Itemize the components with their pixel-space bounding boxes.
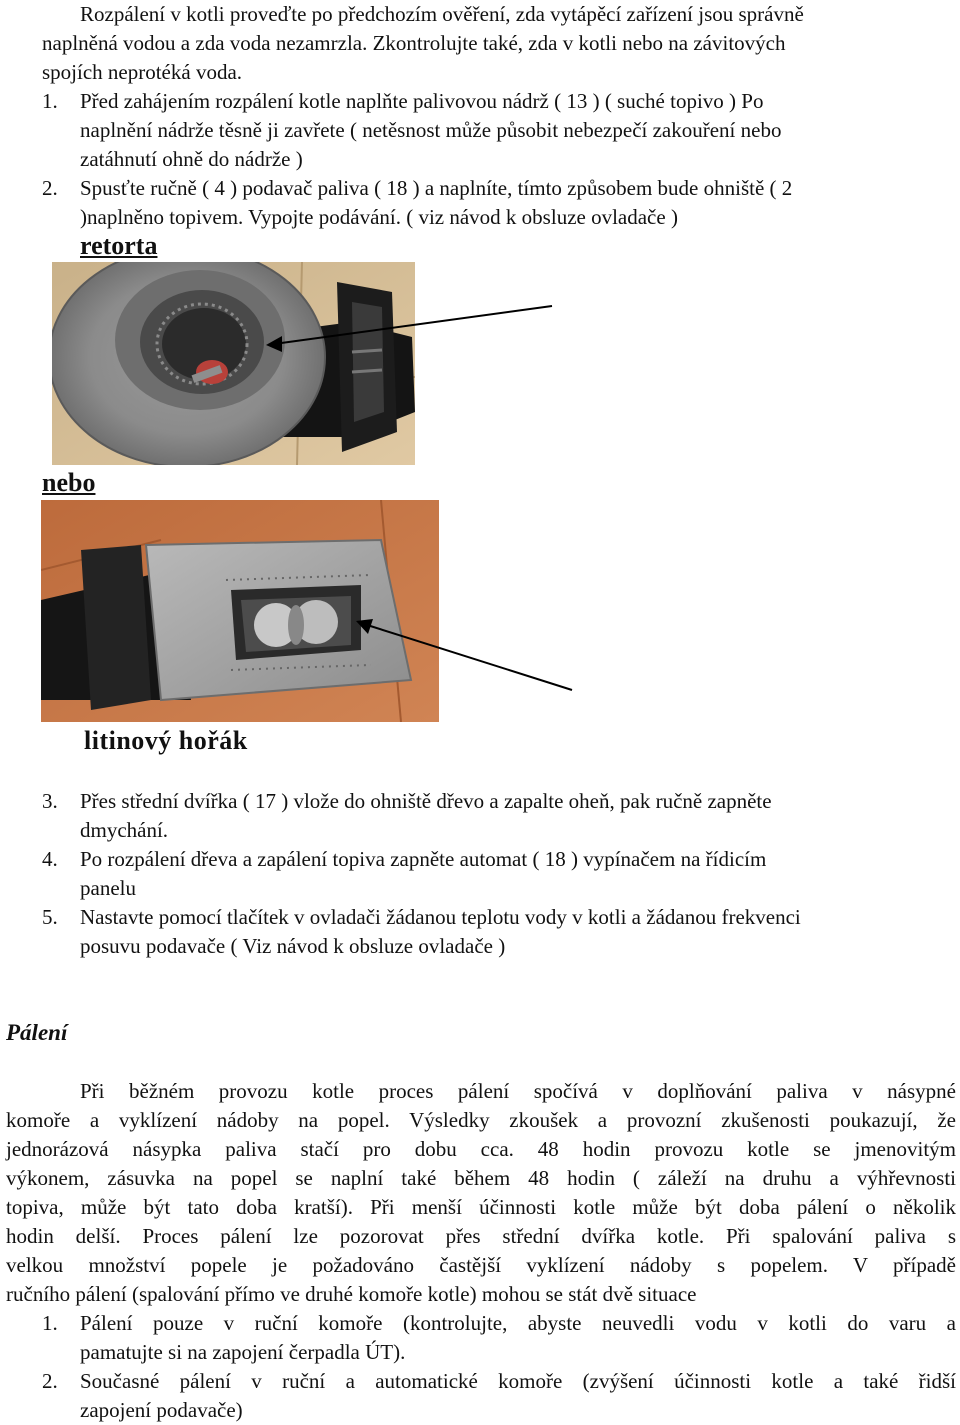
paragraph-line-2: komoře a vyklízení nádoby na popel. Výsledky zkoušek a provozní zkušenosti poukazují, že <box>6 1108 956 1132</box>
step-5-line-1: Nastavte pomocí tlačítek v ovladači žádanou teplotu vody v kotli a žádanou frekvenci <box>80 905 801 929</box>
step-5-number: 5. <box>42 905 58 929</box>
step-2-line-2: )naplněno topivem. Vypojte podávání. ( viz návod k obsluze ovladače ) <box>80 205 678 229</box>
retort-burner-photo <box>52 262 415 465</box>
paragraph-line-1: Při běžném provozu kotle proces pálení spočívá v doplňování paliva v násypné <box>80 1079 956 1103</box>
step-1-line-3: zatáhnutí ohně do nádrže ) <box>80 147 303 171</box>
step-5-line-2: posuvu podavače ( Viz návod k obsluze ovladače ) <box>80 934 506 958</box>
final-item-2-number: 2. <box>42 1369 58 1393</box>
step-2-line-1: Spusťte ručně ( 4 ) podavač paliva ( 18 ) a naplníte, tímto způsobem bude ohniště ( 2 <box>80 176 793 200</box>
paragraph-line-3: jednorázová násypka paliva stačí pro dobu cca. 48 hodin provozu kotle se jmenovitým <box>6 1137 956 1161</box>
section-title-paleni: Pálení <box>6 1020 68 1045</box>
litinovy-horak-caption: litinový hořák <box>84 726 248 755</box>
final-item-2-line-1: Současné pálení v ruční a automatické komoře (zvýšení účinnosti kotle a také řidší <box>80 1369 956 1393</box>
retorta-arrow <box>260 300 560 360</box>
step-3-line-2: dmychání. <box>80 818 169 842</box>
step-1-number: 1. <box>42 89 58 113</box>
step-3-number: 3. <box>42 789 58 813</box>
paragraph-line-7: velkou množství popele je požadováno častější vyklízení nádoby s popelem. V případě <box>6 1253 956 1277</box>
final-item-1-number: 1. <box>42 1311 58 1335</box>
intro-line-1: Rozpálení v kotli proveďte po předchozím ověření, zda vytápěcí zařízení jsou správně <box>80 2 804 26</box>
paragraph-line-5: topiva, může být tato doba kratší). Při menší účinnosti kotle může být doba pálení o několik <box>6 1195 956 1219</box>
intro-line-3: spojích neprotéká voda. <box>42 60 243 84</box>
nebo-label: nebo <box>42 468 96 497</box>
step-1-line-2: naplnění nádrže těsně ji zavřete ( netěsnost může působit nebezpečí zakouření nebo <box>80 118 782 142</box>
final-item-1-line-2: pamatujte si na zapojení čerpadla ÚT). <box>80 1340 406 1364</box>
paragraph-line-8: ručního pálení (spalování přímo ve druhé komoře kotle) mohou se stát dvě situace <box>6 1282 697 1306</box>
step-4-line-2: panelu <box>80 876 136 900</box>
final-item-2-line-2: zapojení podavače) <box>80 1398 243 1422</box>
step-2-number: 2. <box>42 176 58 200</box>
final-item-1-line-1: Pálení pouze v ruční komoře (kontrolujte, abyste neuvedli vodu v kotli do varu a <box>80 1311 956 1335</box>
paragraph-line-6: hodin delší. Proces pálení lze pozorovat přes střední dvířka kotle. Při spalování paliva s <box>6 1224 956 1248</box>
step-3-line-1: Přes střední dvířka ( 17 ) vlože do ohniště dřevo a zapalte oheň, pak ručně zapněte <box>80 789 772 813</box>
paragraph-line-4: výkonem, zásuvka na popel se naplní také během 48 hodin ( záleží na druhu a výhřevnosti <box>6 1166 956 1190</box>
step-1-line-1: Před zahájením rozpálení kotle naplňte palivovou nádrž ( 13 ) ( suché topivo ) Po <box>80 89 764 113</box>
step-4-line-1: Po rozpálení dřeva a zapálení topiva zapněte automat ( 18 ) vypínačem na řídicím <box>80 847 767 871</box>
retorta-heading: retorta <box>80 231 158 260</box>
step-4-number: 4. <box>42 847 58 871</box>
intro-line-2: naplněná vodou a zda voda nezamrzla. Zkontrolujte také, zda v kotli nebo na závitových <box>42 31 786 55</box>
litinovy-arrow <box>350 610 580 695</box>
